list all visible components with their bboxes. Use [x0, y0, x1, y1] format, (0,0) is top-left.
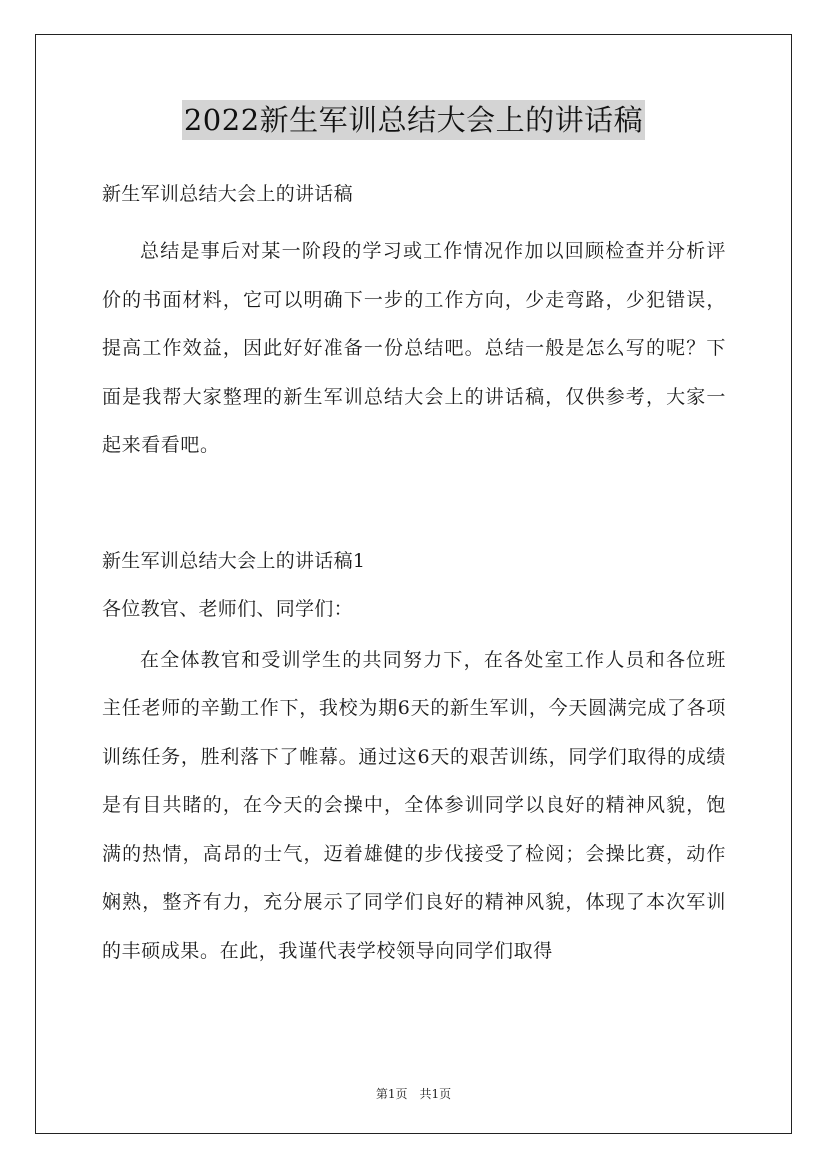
body-paragraph: 在全体教官和受训学生的共同努力下，在各处室工作人员和各位班主任老师的辛勤工作下，我校为期6天的新生军训，今天圆满完成了各项训练任务，胜利落下了帷幕。通过这6天的艰苦训练，同学们取得的成绩是有目共睹的，在今天的会操中，全体参训同学以良好的精神风貌，饱满的热情，高昂的士气，迈着雄健的步伐接受了检阅；会操比赛，动作娴熟，整齐有力，充分展示了同学们良好的精神风貌，体现了本次军训的丰硕成果。在此，我谨代表学校领导向同学们取得	[102, 648, 726, 962]
document-body	[102, 175, 726, 975]
document-subtitle: 新生军训总结大会上的讲话稿	[102, 183, 353, 205]
intro-paragraph: 总结是事后对某一阶段的学习或工作情况作加以回顾检查并分析评价的书面材料，它可以明确下一步的工作方向，少走弯路，少犯错误，提高工作效益，因此好好准备一份总结吧。总结一般是怎么写的呢？下面是我帮大家整理的新生军训总结大会上的讲话稿，仅供参考，大家一起来看看吧。	[102, 240, 726, 456]
salutation: 各位教官、老师们、同学们：	[102, 597, 353, 620]
title-container	[0, 100, 827, 140]
section-title: 新生军训总结大会上的讲话稿1	[102, 549, 366, 572]
document-title: 2022新生军训总结大会上的讲话稿	[182, 100, 645, 140]
page-number: 第1页 共1页	[375, 1087, 452, 1101]
page-footer	[0, 1085, 827, 1102]
